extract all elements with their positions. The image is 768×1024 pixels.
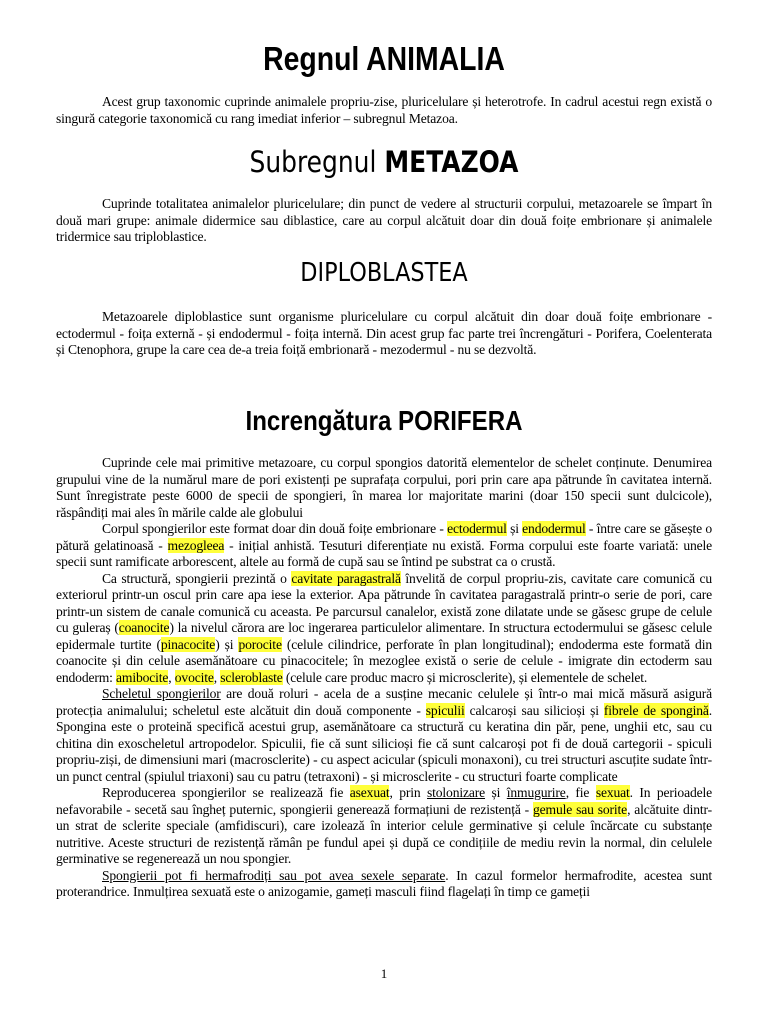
metazoa-heading-prefix: Subregnul bbox=[249, 145, 385, 179]
highlight-gemule-sau-sorite: gemule sau sorite bbox=[533, 801, 628, 817]
porifera-paragraph-2: Corpul spongierilor este format doar din două foițe embrionare - ectodermul și endodermul - între care se găsește o pătură gelatinoasă - mezogleea - inițial anhistă. Tesuturi diferențiate nu există. Forma corpului este foarte variată: unele specii sunt ramificate arborescent, altele au formă de cupă sau se întind pe substrat ca o crustă. bbox=[56, 521, 713, 569]
highlight-ovocite: ovocite bbox=[174, 669, 214, 685]
metazoa-heading bbox=[54, 145, 714, 179]
metazoa-paragraph bbox=[56, 196, 712, 246]
diploblastea-heading: DIPLOBLASTEA bbox=[300, 258, 468, 288]
porifera-heading: Increngătura PORIFERA bbox=[245, 405, 523, 436]
porifera-paragraph-5: Reproducerea spongierilor se realizează fie asexuat, prin stolonizare și înmugurire, fie sexuat. In perioadele nefavorabile - secetă sau îngheț puternic, spongierii generează formațiuni de rezistență - gemule sau sorite, alcătuite dintr-un strat de sclerite speciale (amfidiscuri), care izolează în interior celule germinative și celule încărcate cu substanțe nutritive. Aceste structuri de rezistență rămân pe fundul apei și după ce condițiile de mediu revin la normal, din celulele germinative se regenerează un nou spongier. bbox=[56, 785, 713, 866]
porifera-paragraph-1: Cuprinde cele mai primitive metazoare, cu corpul spongios datorită elementelor de schelet conținute. Denumirea grupului vine de la numărul mare de pori existenți pe suprafața corpului, pori prin care apa pătrunde în cavitatea internă. Sunt înregistrate peste 6000 de specii de spongieri, în marea lor majoritate marini (doar 150 specii sunt dulcicole), răspândiți mai ales în mările calde ale globului bbox=[56, 455, 712, 520]
highlight-scleroblaste: scleroblaste bbox=[220, 669, 283, 685]
highlight-porocite: porocite bbox=[238, 636, 282, 652]
highlight-amibocite: amibocite bbox=[116, 669, 169, 685]
diploblastea-text: Metazoarele diploblastice sunt organisme pluricelulare cu corpul alcătuit din doar două foițe embrionare - ectodermul - foița externă - și endodermul - foița internă. Din acest grup fac parte trei încrengături - Porifera, Coelenterata și Ctenophora, grupe la care cea de-a treia foiță embrionară - mezodermul - nu se dezvoltă. bbox=[56, 309, 712, 357]
intro-paragraph bbox=[56, 94, 712, 127]
diploblastea-paragraph bbox=[56, 309, 712, 359]
highlight-coanocite: coanocite bbox=[118, 620, 170, 635]
metazoa-text: Cuprinde totalitatea animalelor pluricelulare; din punct de vedere al structurii corpului, metazoarele se împart în două mari grupe: animale didermice sau diblastice, care au corpul alcătuit doar din două foițe embrionare și animalele tridermice sau triploblastice. bbox=[56, 196, 712, 244]
porifera-body bbox=[56, 455, 712, 901]
underline-stolonizare: stolonizare bbox=[427, 785, 486, 800]
highlight-mezogleea: mezogleea bbox=[167, 537, 225, 553]
underline-inmugurire: înmugurire bbox=[506, 785, 566, 800]
highlight-ectodermul: ectodermul bbox=[447, 521, 507, 536]
highlight-pinacocite: pinacocite bbox=[160, 636, 216, 652]
highlight-asexuat: asexuat bbox=[349, 785, 390, 800]
page-number: 1 bbox=[380, 966, 388, 981]
underline-scheletul: Scheletul spongierilor bbox=[102, 686, 221, 701]
metazoa-heading-bold: METAZOA bbox=[384, 145, 519, 179]
highlight-spiculii: spiculii bbox=[425, 702, 465, 718]
page-title: Regnul ANIMALIA bbox=[263, 40, 505, 77]
highlight-sexuat: sexuat bbox=[595, 785, 630, 800]
porifera-paragraph-4: Scheletul spongierilor are două roluri - acela de a susține mecanic celulele și într-o mai mică măsură asigură protecția animalului; scheletul este alcătuit din două componente - spiculii calcaroși sau silicioși și fibrele de spongină. Spongina este o proteină specifică acestui grup, asemănătoare ca structură cu keratina din păr, pene, unghii etc, sau cu chitina din exoscheletul artropodelor. Spiculii, fie că sunt silicioși fie că sunt calcaroși pot fi de două cartegorii - spiculi propriu-ziși, de dimensiuni mari (macrosclerite) - cu aspect acicular (spiculi monaxoni), cu trei structuri ascuțite sudate într-un punct central (spiulul triaxoni) sau cu patru (tetraxoni) - și microsclerite - cu structuri foarte complicate bbox=[56, 686, 712, 784]
intro-text: Acest grup taxonomic cuprinde animalele propriu-zise, pluricelulare și heterotrofe. In cadrul acestui regn există o singură categorie taxonomică cu rang imediat inferior – subregnul Metazoa. bbox=[56, 94, 712, 126]
highlight-endodermul: endodermul bbox=[522, 521, 586, 536]
porifera-paragraph-3: Ca structură, spongierii prezintă o cavitate paragastrală învelită de corpul propriu-zis, cavitate care comunică cu exteriorul printr-un oscul prin care apa iese la exterior. Apa pătrunde în cavitatea paragastrală printr-o serie de pori, care printr-un sistem de canale comunică cu aceasta. Pe parcursul canalelor, există zone dilatate unde se găsesc grupe de celule cu guleraș (coanocite) la nivelul cărora are loc ingerarea particulelor alimentare. In structura ectodermului se găsesc celule epidermale turtite (pinacocite) și porocite (celule cilindrice, perforate în plan longitudinal); endoderma este formată din coanocite și din celule asemănătoare cu pinacocitele; în mezoglee există o serie de celule - imigrate din ectoderm sau endoderm: amibocite, ovocite, scleroblaste (celule care produc macro și microsclerite), și elementele de schelet. bbox=[56, 570, 712, 685]
porifera-paragraph-6: Spongierii pot fi hermafrodiți sau pot avea sexele separate. In cazul formelor hermafrodite, acestea sunt proterandrice. Inmulțirea sexuată este o anizogamie, gameți masculi fiind flagelați în timp ce gameții bbox=[56, 867, 712, 899]
highlight-fibrele-de-spongina: fibrele de spongină bbox=[603, 702, 709, 718]
underline-hermafroditi: Spongierii pot fi hermafrodiți sau pot avea sexele separate bbox=[102, 867, 446, 883]
highlight-cavitate-paragastrala: cavitate paragastrală bbox=[291, 570, 401, 586]
